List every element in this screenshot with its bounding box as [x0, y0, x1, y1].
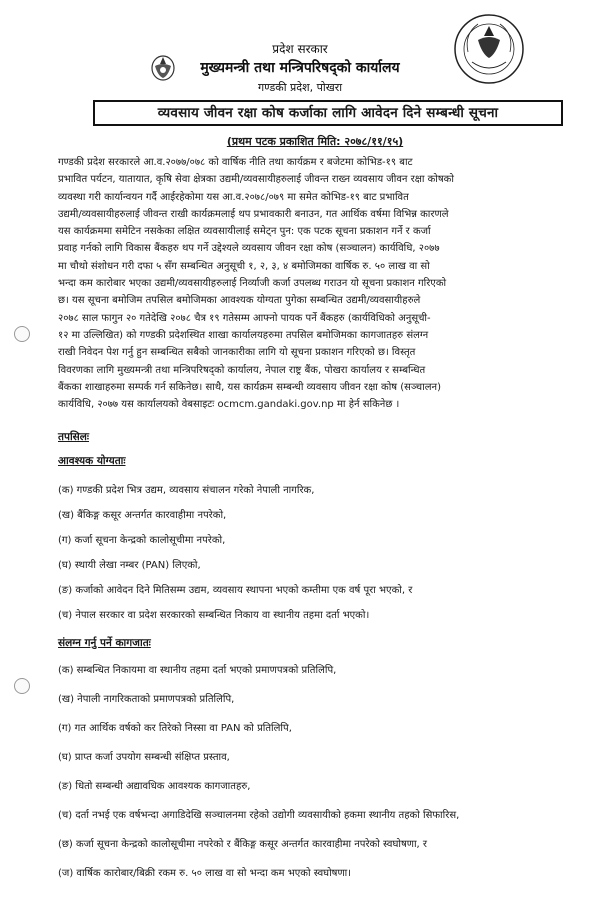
qualification-item: (क) गण्डकी प्रदेश भित्र उद्यम, व्यवसाय संचालन गरेको नेपाली नागरिक, — [58, 485, 315, 496]
body-line: उद्यमी/व्यवसायीहरुलाई जीवन्त राखी कार्यक्रमलाई थप प्रभावकारी बनाउन, गत आर्थिक वर्षमा विभिन्न कारणले — [58, 208, 449, 220]
document-item: (च) दर्ता नभई एक वर्षभन्दा अगाडिदेखि सञ्चालनमा रहेको उद्योगी व्यवसायीको हकमा स्थानीय तहको सिफारिस, — [58, 810, 460, 821]
qualification-item: (ख) बैंकिङ्ग कसूर अन्तर्गत कारवाहीमा नपरेको, — [58, 510, 227, 521]
tapasil-heading: तपसिलः — [58, 431, 90, 443]
office-location: गण्डकी प्रदेश, पोखरा — [257, 81, 343, 94]
document-item: (छ) कर्जा सूचना केन्द्रको कालोसूचीमा नपरेको र बैंकिङ्ग कसूर अन्तर्गत कारवाहीमा नपरेको स्वघोषणा, र — [58, 839, 427, 850]
body-line: गण्डकी प्रदेश सरकारले आ.व.२०७७/०७८ को वार्षिक नीति तथा कार्यक्रम र बजेटमा कोभिड-१९ बाट — [58, 157, 413, 168]
punch-hole — [14, 678, 30, 694]
body-line: भन्दा कम कारोबार भएका उद्यमी/व्यवसायीहरुलाई निर्व्याजी कर्जा उपलब्ध गराउन यो सूचना प्रकाशन गरिएको — [58, 278, 447, 290]
body-line: मा चौथो संशोधन गरी दफा ५ सँग सम्बन्धित अनुसूची १, २, ३, ४ बमोजिमका वार्षिक रु. ५० लाख वा सो — [58, 260, 430, 272]
body-line: राखी निवेदन पेश गर्नु हुन सम्बन्धित सबैको जानकारीका लागि यो सूचना प्रकाशन गरिएको छ। विस्तृत — [58, 347, 416, 359]
office-seal-stamp — [452, 12, 526, 86]
header-line-1: प्रदेश सरकार — [272, 42, 328, 56]
office-name: मुख्यमन्त्री तथा मन्त्रिपरिषद्को कार्यालय — [200, 60, 400, 76]
document-item: (ज) वार्षिक कारोबार/बिक्री रकम रु. ५० लाख वा सो भन्दा कम भएको स्वघोषणा। — [58, 868, 352, 879]
qualification-item: (ग) कर्जा सूचना केन्द्रको कालोसूचीमा नपरेको, — [58, 535, 226, 546]
body-line: बैंकका शाखाहरुमा सम्पर्क गर्न सकिनेछ। साथै, यस कार्यक्रम सम्बन्धी व्यवसाय जीवन रक्षा कोष (सञ्चालन) — [58, 381, 441, 393]
body-line: १२ मा उल्लिखित) को गण्डकी प्रदेशस्थित शाखा कार्यालयहरुमा तपसिल बमोजिमका कागजातहरु संलग्न — [58, 329, 429, 341]
punch-hole — [14, 326, 30, 342]
body-line: यस कार्यक्रममा समेटिन नसकेका लक्षित व्यवसायीलाई समेट्न पुन: एक पटक सूचना प्रकाशन गर्ने र कर्जा — [58, 226, 431, 238]
document-item: (ख) नेपाली नागरिकताको प्रमाणपत्रको प्रतिलिपि, — [58, 694, 235, 705]
body-line: प्रभावित पर्यटन, यातायात, कृषि सेवा क्षेत्रका उद्यमी/व्यवसायीहरुलाई जीवन्त राख्न व्यवसाय जीवन रक्षा कोषको — [58, 174, 454, 186]
publication-date: (प्रथम पटक प्रकाशित मिति: २०७८/११/१५) — [226, 135, 404, 148]
documents-heading: संलग्न गर्नु पर्ने कागजातः — [58, 637, 151, 649]
body-line: कार्यविधि, २०७७ यस कार्यालयको वेबसाइटः ocmcm.gandaki.gov.np मा हेर्न सकिनेछ । — [58, 399, 400, 411]
notice-title: व्यवसाय जीवन रक्षा कोष कर्जाका लागि आवेदन दिने सम्बन्धी सूचना — [93, 100, 563, 126]
document-item: (क) सम्बन्धित निकायमा वा स्थानीय तहमा दर्ता भएको प्रमाणपत्रको प्रतिलिपि, — [58, 665, 337, 676]
notice-body — [58, 154, 602, 413]
body-line: प्रवाह गर्नको लागि विकास बैंकहरु थप गर्ने उद्देश्यले व्यवसाय जीवन रक्षा कोष (सञ्चालन) कार्यविधि, २०७७ — [58, 243, 440, 255]
document-item: (घ) प्राप्त कर्जा उपयोग सम्बन्धी संक्षिप्त प्रस्ताव, — [58, 752, 230, 763]
document-item: (ग) गत आर्थिक वर्षको कर तिरेको निस्सा वा PAN को प्रतिलिपि, — [58, 723, 292, 734]
body-line: छ। यस सूचना बमोजिम तपसिल बमोजिमका आवश्यक योग्यता पुगेका सम्बन्धित उद्यमी/व्यवसायीहरुले — [58, 295, 421, 307]
body-line: विवरणका लागि मुख्यमन्त्री तथा मन्त्रिपरिषद्को कार्यालय, नेपाल राष्ट्र बैंक, पोखरा कार्यालय र सम्बन्धित — [58, 364, 426, 376]
qualifications-heading: आवश्यक योग्यताः — [58, 455, 126, 467]
qualification-item: (ङ) कर्जाको आवेदन दिने मितिसम्म उद्यम, व्यवसाय स्थापना भएको कम्तीमा एक वर्ष पूरा भएको, र — [58, 585, 413, 596]
qualification-item: (च) नेपाल सरकार वा प्रदेश सरकारको सम्बन्धित निकाय वा स्थानीय तहमा दर्ता भएको। — [58, 610, 370, 621]
body-line: व्यवस्था गरी कार्यान्वयन गर्दै आईरहेकोमा यस आ.व.२०७८/०७९ मा समेत कोभिड-१९ बाट प्रभावित — [58, 191, 409, 203]
body-line: २०७८ साल फागुन २० गतेदेखि २०७८ चैत्र १९ गतेसम्म आफ्नो पायक पर्ने बैंकहरु (कार्यविधिको अनुसूची- — [58, 312, 431, 324]
qualification-item: (घ) स्थायी लेखा नम्बर (PAN) लिएको, — [58, 560, 201, 571]
document-item: (ङ) धितो सम्बन्धी अद्यावधिक आवश्यक कागजातहरु, — [58, 781, 251, 792]
